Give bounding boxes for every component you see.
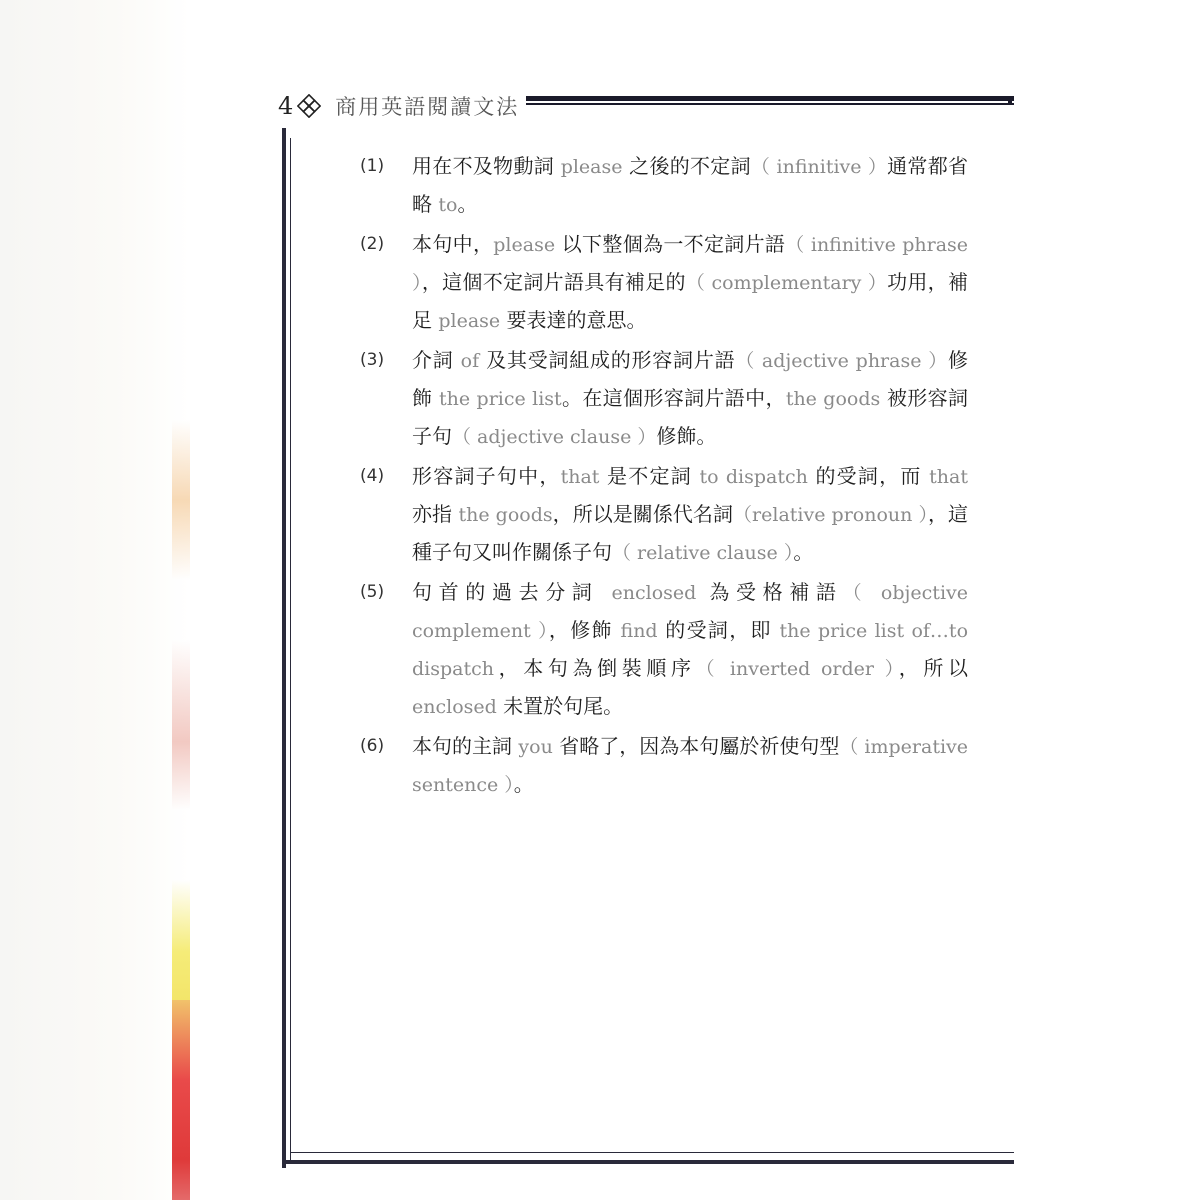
english-term: the price list of…to dispatch <box>412 620 969 680</box>
chinese-text: 本句中， <box>412 232 494 256</box>
edge-tint-yellow <box>172 880 190 1000</box>
chinese-text: ，所以是關係代名詞 <box>552 502 733 526</box>
chinese-text: ，這種子句又叫作關係子句 <box>412 502 969 564</box>
book-page <box>190 0 1200 1200</box>
english-term: （relative pronoun ） <box>733 504 928 526</box>
english-term: that <box>929 466 969 488</box>
english-term: （ infinitive phrase ） <box>412 234 969 294</box>
edge-tint-pink <box>172 640 190 810</box>
chinese-text: 以下整個為一不定詞片語 <box>555 232 786 256</box>
note-number: (3) <box>360 350 385 370</box>
book-edge-strip <box>0 0 190 1200</box>
english-term: （ adjective phrase ） <box>735 350 949 372</box>
chinese-text: 用在不及物動詞 <box>412 154 561 178</box>
english-term: to <box>438 194 458 216</box>
english-term: （ inverted order ） <box>695 658 899 680</box>
header-rule-end <box>1008 96 1012 105</box>
chinese-text: 為受格補語 <box>696 580 843 604</box>
chinese-text: ，這個不定詞片語具有補足的 <box>421 270 686 294</box>
english-term: the goods <box>785 388 881 410</box>
note-number: (2) <box>360 234 385 254</box>
chinese-text: 是不定詞 <box>599 464 700 488</box>
english-term: enclosed <box>412 696 497 718</box>
english-term: （ adjective clause ） <box>452 426 657 448</box>
chinese-text: 通常都省略 <box>412 154 969 216</box>
english-term: please <box>493 234 556 256</box>
note-item <box>360 574 968 726</box>
page-number: 4 <box>278 92 294 120</box>
note-text <box>412 226 968 340</box>
chinese-text: 亦指 <box>412 502 459 526</box>
english-term: the price list <box>439 388 562 410</box>
chinese-text: 被形容詞子句 <box>412 386 968 448</box>
frame-left-outer-line <box>282 128 286 1168</box>
chinese-text: 形容詞子句中， <box>412 464 561 488</box>
english-term: （ complementary ） <box>685 272 888 294</box>
note-item <box>360 226 968 340</box>
english-term: （ imperative sentence ） <box>412 736 969 796</box>
frame-bottom-inner-line <box>290 1152 1014 1153</box>
note-number: (5) <box>360 582 385 602</box>
note-number: (1) <box>360 156 385 176</box>
note-text <box>412 728 968 804</box>
english-term: enclosed <box>611 582 697 604</box>
note-item <box>360 148 968 224</box>
english-term: you <box>518 736 553 758</box>
note-item <box>360 458 968 572</box>
chinese-text: 未置於句尾。 <box>496 694 624 718</box>
edge-tint-red <box>172 1000 190 1200</box>
frame-bottom-outer-line <box>282 1160 1014 1164</box>
chinese-text: 介詞 <box>412 348 461 372</box>
note-text <box>412 148 968 224</box>
english-term: please <box>560 156 623 178</box>
chinese-text: 。 <box>513 772 534 796</box>
english-term: that <box>560 466 600 488</box>
knot-ornament-icon <box>297 94 321 118</box>
note-item <box>360 342 968 456</box>
chinese-text: 的受詞，即 <box>657 618 780 642</box>
note-item <box>360 728 968 804</box>
chinese-text: 修飾 <box>412 348 969 410</box>
english-term: please <box>438 310 501 332</box>
english-term: find <box>620 620 658 642</box>
chinese-text: 省略了，因為本句屬於祈使句型 <box>552 734 840 758</box>
english-term: （ relative clause ） <box>612 542 794 564</box>
chinese-text: 。 <box>793 540 814 564</box>
note-number: (6) <box>360 736 385 756</box>
header-rule <box>526 96 1014 105</box>
book-title: 商用英語閱讀文法 <box>335 95 520 119</box>
chinese-text: ，修飾 <box>548 618 621 642</box>
note-text <box>412 458 968 572</box>
chinese-text: 的受詞，而 <box>807 464 930 488</box>
english-term: of <box>460 350 480 372</box>
english-term: the goods <box>458 504 553 526</box>
frame-left-inner-line <box>290 138 291 1162</box>
chinese-text: 之後的不定詞 <box>622 154 751 178</box>
english-term: （ objective complement ） <box>412 582 968 642</box>
note-text <box>412 574 968 726</box>
chinese-text: ，所以 <box>898 656 969 680</box>
running-header <box>278 88 519 124</box>
edge-tint-orange <box>172 420 190 580</box>
chinese-text: 。在這個形容詞片語中， <box>561 386 786 410</box>
chinese-text: ，本句為倒裝順序 <box>494 656 696 680</box>
chinese-text: 句首的過去分詞 <box>412 580 612 604</box>
chinese-text: 功用，補足 <box>412 270 968 332</box>
notes-list <box>360 148 968 804</box>
chinese-text: 及其受詞組成的形容詞片語 <box>479 348 736 372</box>
english-term: to dispatch <box>699 466 808 488</box>
chinese-text: 。 <box>457 192 478 216</box>
chinese-text: 本句的主詞 <box>412 734 519 758</box>
chinese-text: 修飾。 <box>656 424 717 448</box>
english-term: （ infinitive ） <box>750 156 888 178</box>
note-text <box>412 342 968 456</box>
chinese-text: 要表達的意思。 <box>500 308 647 332</box>
note-number: (4) <box>360 466 385 486</box>
